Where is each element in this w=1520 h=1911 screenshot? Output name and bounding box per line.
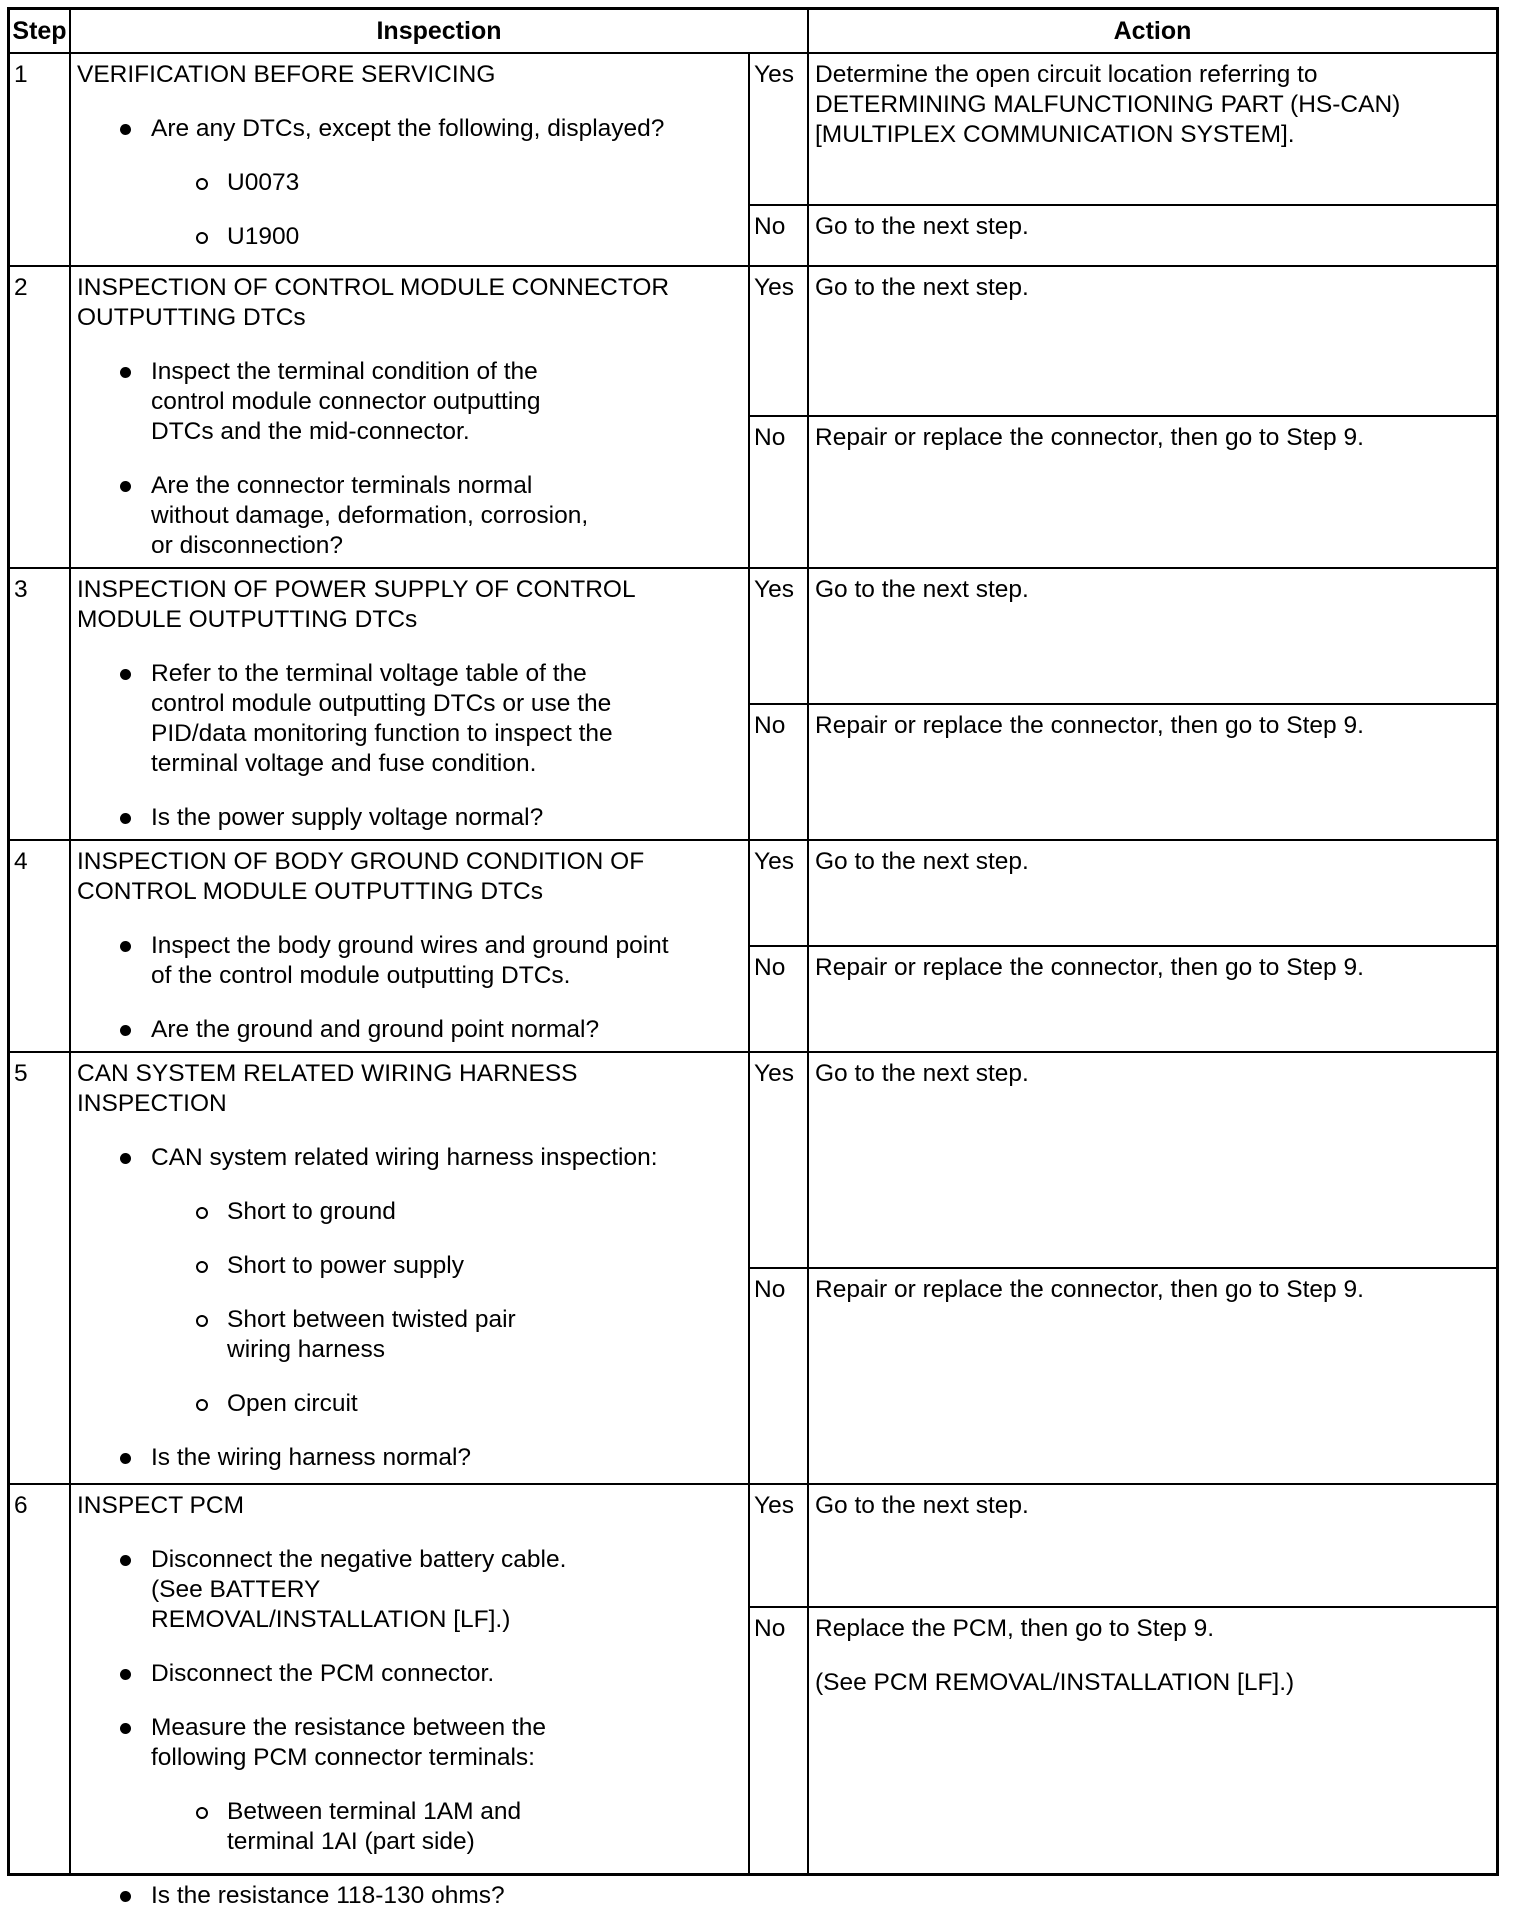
no-action: [809, 1267, 1496, 1305]
yes-label: Yes: [754, 1492, 794, 1519]
sub-bullet-item: Open circuit: [227, 1389, 738, 1419]
action-text: Repair or replace the connector, then go to Step 9.: [815, 712, 1364, 739]
step-number: 3: [14, 576, 28, 603]
action-text: Go to the next step.: [815, 274, 1029, 301]
sub-bullet-item: Short between twisted pair wiring harness: [227, 1305, 523, 1365]
no-action: [809, 1606, 1496, 1698]
inspection-cell: [71, 839, 748, 1045]
bullet-item: Refer to the terminal voltage table of the control module outputting DTCs or use the PID/data monitoring function to inspect the terminal voltage and fuse condition.: [151, 659, 663, 779]
no-action: [809, 204, 1496, 242]
no-action: [809, 703, 1496, 741]
no-label: No: [754, 1276, 786, 1303]
step-title: INSPECTION OF POWER SUPPLY OF CONTROL MODULE OUTPUTTING DTCs: [77, 576, 635, 633]
sub-bullet-item: Between terminal 1AM and terminal 1AI (part side): [227, 1797, 543, 1857]
action-text: Repair or replace the connector, then go to Step 9.: [815, 1276, 1364, 1303]
yes-action: [809, 567, 1496, 605]
step-number: 4: [14, 848, 28, 875]
action-text: Determine the open circuit location referring to DETERMINING MALFUNCTIONING PART (HS-CAN) [MULTIPLEX COMMUNICATION SYSTEM].: [815, 61, 1401, 148]
step-number: 5: [14, 1060, 28, 1087]
step-title: VERIFICATION BEFORE SERVICING: [77, 61, 496, 88]
no-label: No: [754, 1615, 786, 1642]
step-title: INSPECTION OF BODY GROUND CONDITION OF CONTROL MODULE OUTPUTTING DTCs: [77, 848, 645, 905]
inspection-cell: [71, 567, 748, 833]
no-label: No: [754, 954, 786, 981]
yes-label: Yes: [754, 61, 794, 88]
sub-bullet-item: Short to power supply: [227, 1251, 738, 1281]
yes-label: Yes: [754, 576, 794, 603]
action-text: Go to the next step.: [815, 1060, 1029, 1087]
bullet-item: Is the wiring harness normal?: [151, 1443, 738, 1473]
header-action: Action: [809, 10, 1496, 54]
no-label: No: [754, 213, 786, 240]
action-text: Replace the PCM, then go to Step 9.: [815, 1615, 1215, 1642]
bullet-item: Measure the resistance between the following PCM connector terminals:: [151, 1713, 623, 1773]
inspection-cell: [71, 265, 748, 561]
yes-action: [809, 52, 1496, 150]
bullet-item: Are the connector terminals normal without damage, deformation, corrosion, or disconnection?: [151, 471, 603, 561]
inspection-cell: [71, 1051, 748, 1473]
bullet-item: Inspect the terminal condition of the control module connector outputting DTCs and the mid-connector.: [151, 357, 603, 447]
header-step: Step: [10, 10, 69, 54]
yes-label: Yes: [754, 274, 794, 301]
no-action: [809, 945, 1496, 983]
step-title: CAN SYSTEM RELATED WIRING HARNESS INSPECTION: [77, 1060, 578, 1117]
step-title: INSPECTION OF CONTROL MODULE CONNECTOR OUTPUTTING DTCs: [77, 274, 670, 331]
no-label: No: [754, 712, 786, 739]
diagnostic-procedure-table: [7, 7, 1499, 1909]
action-text: Go to the next step.: [815, 848, 1029, 875]
inspection-cell: [71, 1483, 748, 1911]
yes-action: [809, 839, 1496, 877]
sub-bullet-item: Short to ground: [227, 1197, 738, 1227]
bullet-item: Are the ground and ground point normal?: [151, 1015, 738, 1045]
header-inspection: Inspection: [71, 10, 807, 54]
inspection-cell: [71, 52, 748, 252]
step-number: 6: [14, 1492, 28, 1519]
no-action: [809, 415, 1496, 453]
step-number: 2: [14, 274, 28, 301]
action-text: Repair or replace the connector, then go to Step 9.: [815, 424, 1364, 451]
bullet-item: Inspect the body ground wires and ground point of the control module outputting DTCs.: [151, 931, 683, 991]
bullet-item: CAN system related wiring harness inspection:: [151, 1143, 738, 1173]
sub-bullet-item: U1900: [227, 222, 738, 252]
action-text: Go to the next step.: [815, 1492, 1029, 1519]
yes-action: [809, 265, 1496, 303]
bullet-item: Is the resistance 118-130 ohms?: [151, 1881, 738, 1911]
action-text: Go to the next step.: [815, 213, 1029, 240]
bullet-item: Disconnect the PCM connector.: [151, 1659, 738, 1689]
bullet-item: Is the power supply voltage normal?: [151, 803, 738, 833]
action-text: (See PCM REMOVAL/INSTALLATION [LF].): [815, 1669, 1295, 1696]
bullet-item: Disconnect the negative battery cable. (See BATTERY REMOVAL/INSTALLATION [LF].): [151, 1545, 603, 1635]
bullet-item: Are any DTCs, except the following, displayed?: [151, 114, 738, 144]
step-title: INSPECT PCM: [77, 1492, 244, 1519]
yes-label: Yes: [754, 1060, 794, 1087]
yes-action: [809, 1051, 1496, 1089]
action-text: Go to the next step.: [815, 576, 1029, 603]
step-number: 1: [14, 61, 28, 88]
sub-bullet-item: U0073: [227, 168, 738, 198]
yes-label: Yes: [754, 848, 794, 875]
action-text: Repair or replace the connector, then go to Step 9.: [815, 954, 1364, 981]
no-label: No: [754, 424, 786, 451]
yes-action: [809, 1483, 1496, 1521]
